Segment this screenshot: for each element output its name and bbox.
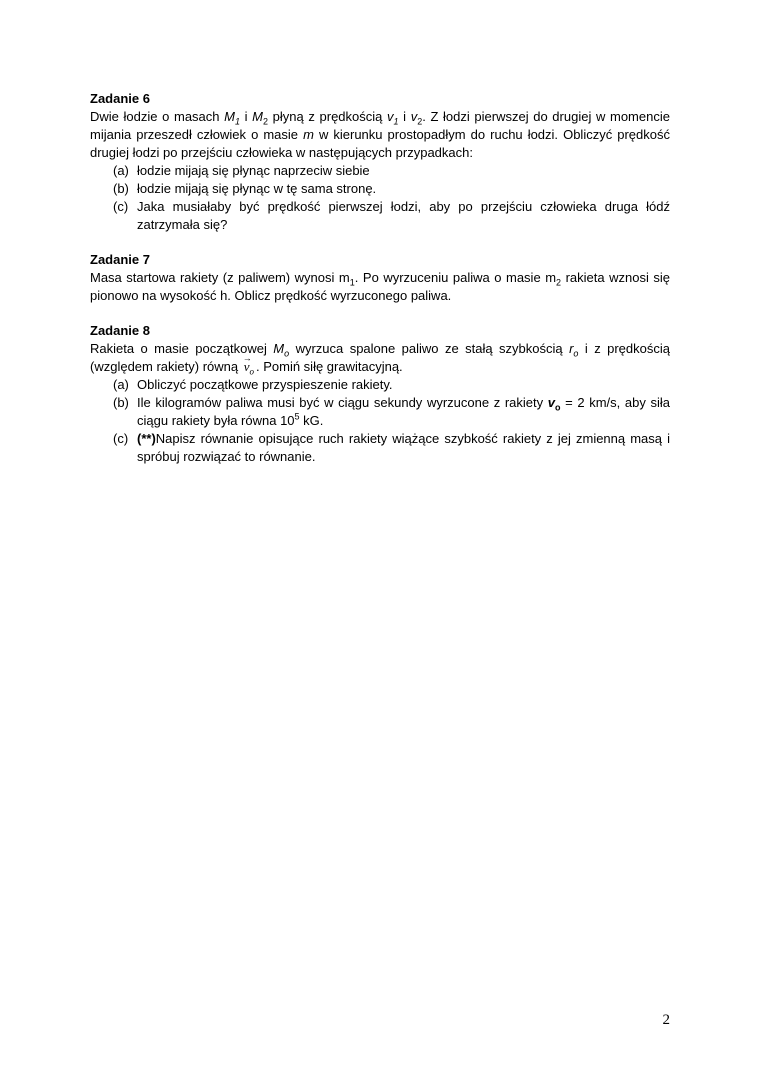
list-marker: (a) (113, 377, 129, 392)
task-8-list (90, 376, 670, 466)
task-6-title: Zadanie 6 (90, 91, 150, 106)
list-marker: (c) (113, 431, 129, 446)
task-6 (90, 90, 670, 234)
list-item: (a) Obliczyć początkowe przyspieszenie rakiety. (113, 377, 393, 392)
list-item: (c) (**)Napisz równanie opisujące ruch rakiety wiążące szybkość rakiety z jej zmienną masą i spróbuj rozwiązać to równanie. (113, 431, 670, 464)
task-8 (90, 322, 670, 466)
document-page (90, 90, 670, 483)
list-item: (a) łodzie mijają się płynąc naprzeciw siebie (113, 163, 370, 178)
list-marker: (b) (113, 181, 129, 196)
task-8-intro: Rakieta o masie początkowej $M_o$ wyrzuca spalone paliwo ze stałą szybkością $r_o$ i z prędkością (względem rakiety) równą → $v_o$ . Pomiń siłę grawitacyjną. (90, 340, 670, 376)
list-item: (c) Jaka musiałaby być prędkość pierwszej łodzi, aby po przejściu człowieka druga łódź zatrzymała się? (113, 199, 670, 232)
task-8-title: Zadanie 8 (90, 323, 150, 338)
task-7 (90, 251, 670, 305)
list-marker: (a) (113, 163, 129, 178)
vector-v0: → $v_o$ (242, 358, 256, 376)
list-item: (b) Ile kilogramów paliwa musi być w ciągu sekundy wyrzucone z rakiety $v_o = 2$ km/s, aby siła ciągu rakiety była równa $10^5$ kG. (113, 395, 670, 428)
list-marker: (b) (113, 395, 129, 410)
task-7-title: Zadanie 7 (90, 252, 150, 267)
task-6-list (90, 162, 670, 234)
task-6-intro: Dwie łodzie o masach $M_1$ i $M_2$ płyną z prędkością $v_1$ i $v_2$. Z łodzi pierwszej do drugiej w momencie mijania przeszedł człowiek o masie m w kierunku prostopadłym do ruchu łodzi. Obliczyć prędkość drugiej łodzi po przejściu człowieka w następujących przypadkach: (90, 109, 670, 160)
task-7-intro: Masa startowa rakiety (z paliwem) wynosi $m_1$. Po wyrzuceniu paliwa o masie $m_2$ rakieta wznosi się pionowo na wysokość h. Oblicz prędkość wyrzuconego paliwa. (90, 270, 670, 303)
page-number: 2 (662, 1012, 670, 1028)
list-marker: (c) (113, 199, 129, 214)
list-item: (b) łodzie mijają się płynąc w tę sama stronę. (113, 181, 377, 196)
